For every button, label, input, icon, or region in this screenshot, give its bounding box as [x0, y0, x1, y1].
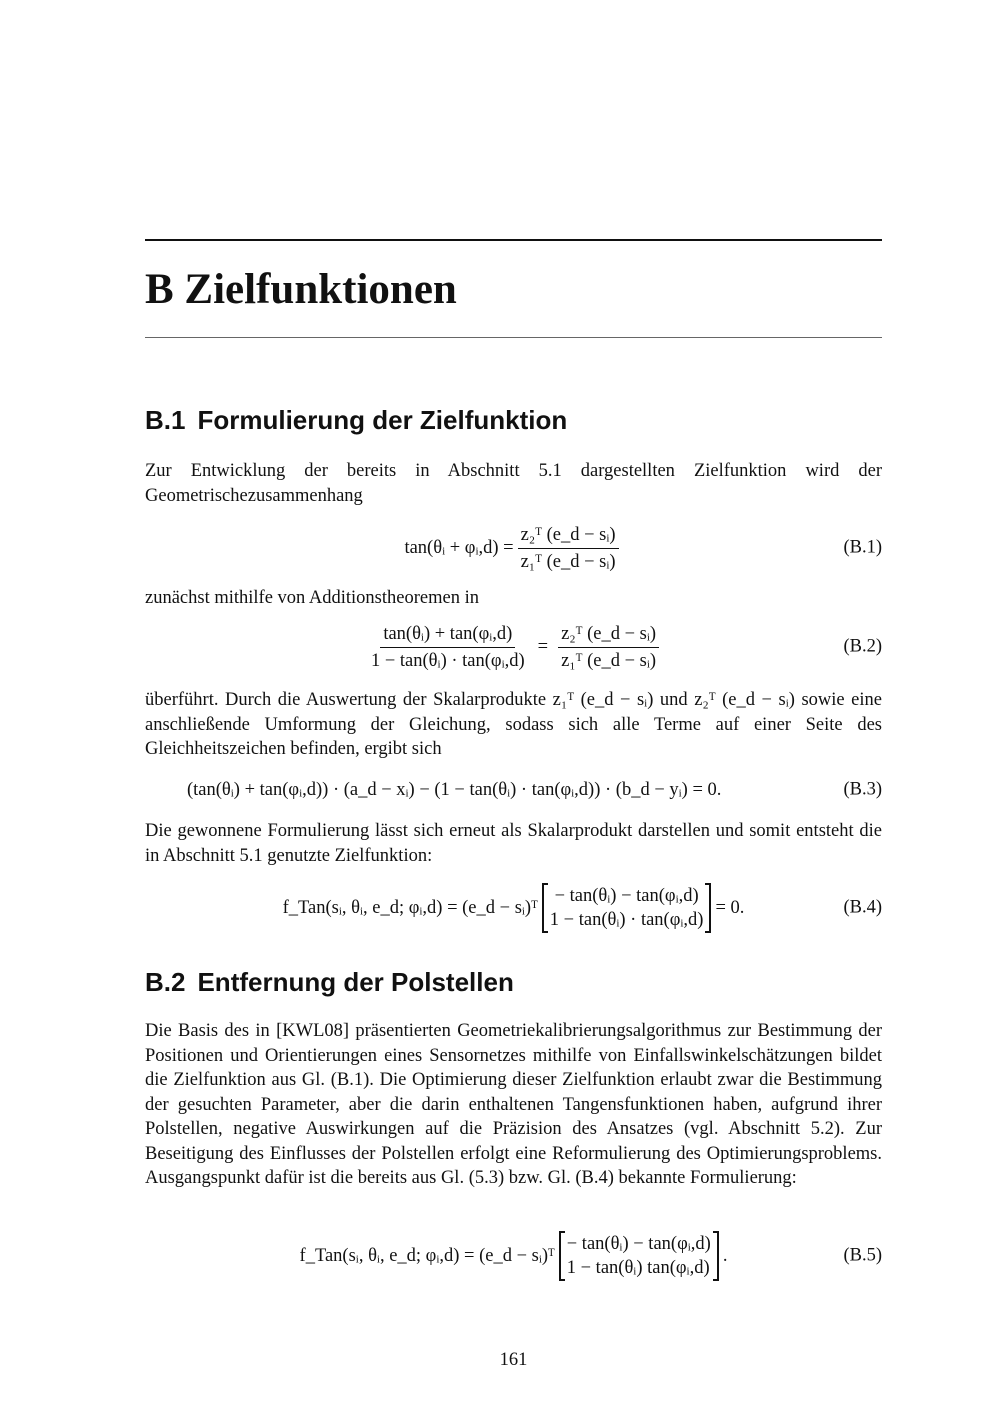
section-heading-b1	[145, 403, 567, 437]
equation-b3	[145, 760, 882, 820]
paragraph: überführt. Durch die Auswertung der Skalarprodukte z₁ᵀ (e_d − sᵢ) und z₂ᵀ (e_d − sᵢ) sowie eine anschließende Umformung der Gleichung, sodass sich alle Terme auf einer Seite des Gleichheitszeichen befinden, ergibt sich	[145, 690, 882, 759]
equation-lhs: tan(θᵢ + φᵢ,d) =	[404, 537, 514, 558]
section-title-text: Entfernung der Polstellen	[197, 967, 514, 997]
matrix-row: 1 − tan(θᵢ) tan(φᵢ,d)	[566, 1258, 710, 1278]
equation-number: (B.4)	[843, 897, 882, 918]
chapter-bottom-rule	[145, 337, 882, 338]
section-heading-b2	[145, 965, 514, 999]
denominator: 1 − tan(θᵢ) · tan(φᵢ,d)	[370, 650, 525, 671]
paragraph: Die Basis des in [KWL08] präsentierten Geometriekalibrierungsalgorithmus zur Bestimmung der Positionen und Orientierungen eines Sensornetzes mithilfe von Einfallswinkelschätzungen bildet die Zielfunktion aus Gl. (B.1). Die Optimierung dieser Zielfunktion erlaubt zwar die Bestimmung der gesuchten Parameter, aber die darin enthaltenen Tangensfunktionen haben, aufgrund ihrer Polstellen, negative Auswirkungen auf die Präzision des Ansatzes (vgl. Abschnitt 5.2). Zur Beseitigung des Einflusses der Polstellen erfolgt eine Reformulierung des Optimierungsproblems. Ausgangspunkt dafür ist die bereits aus Gl. (5.3) bzw. Gl. (B.4) bekannte Formulierung:	[145, 1021, 882, 1188]
matrix-row: − tan(θᵢ) − tan(φᵢ,d)	[566, 1234, 711, 1254]
equation-number: (B.1)	[843, 537, 882, 558]
paragraph: zunächst mithilfe von Additionstheoremen in	[145, 588, 479, 608]
equation-b5	[145, 1226, 882, 1286]
equation-number: (B.5)	[843, 1245, 882, 1266]
paragraph: Zur Entwicklung der bereits in Abschnitt 5.1 dargestellten Zielfunktion wird der Geometrischezusammenhang	[145, 461, 882, 506]
matrix-row: 1 − tan(θᵢ) · tan(φᵢ,d)	[549, 910, 704, 930]
equation-b1	[145, 518, 882, 578]
chapter-top-rule	[145, 239, 882, 241]
fraction-right	[558, 623, 659, 672]
equation-lhs: f_Tan(sᵢ, θᵢ, e_d; φᵢ,d) = (e_d − sᵢ)ᵀ	[282, 897, 538, 918]
equation-b2	[145, 617, 882, 677]
denominator: z₁ᵀ (e_d − sᵢ)	[520, 551, 616, 572]
numerator: z₂ᵀ (e_d − sᵢ)	[558, 623, 659, 648]
section-number: B.1	[145, 405, 186, 435]
equation-tail: .	[722, 1245, 728, 1266]
equation-number: (B.2)	[843, 636, 882, 657]
paragraph: Die gewonnene Formulierung lässt sich erneut als Skalarprodukt darstellen und somit entsteht die in Abschnitt 5.1 genutzte Zielfunktion:	[145, 821, 882, 866]
section-title-text: Formulierung der Zielfunktion	[197, 405, 568, 435]
matrix-row: − tan(θᵢ) − tan(φᵢ,d)	[554, 886, 699, 906]
matrix	[559, 1231, 719, 1281]
equals-sign: =	[537, 636, 549, 657]
fraction	[518, 524, 619, 573]
page-number: 161	[499, 1350, 528, 1370]
numerator: tan(θᵢ) + tan(φᵢ,d)	[380, 623, 515, 648]
chapter-title: B Zielfunktionen	[145, 266, 457, 313]
equation-tail: = 0.	[715, 897, 745, 918]
matrix	[542, 883, 712, 933]
equation-number: (B.3)	[843, 779, 882, 800]
fraction-left	[368, 623, 528, 672]
section-number: B.2	[145, 967, 186, 997]
page	[145, 0, 882, 1414]
denominator: z₁ᵀ (e_d − sᵢ)	[561, 650, 657, 671]
equation-b4	[145, 878, 882, 938]
numerator: z₂ᵀ (e_d − sᵢ)	[518, 524, 619, 549]
equation-lhs: f_Tan(sᵢ, θᵢ, e_d; φᵢ,d) = (e_d − sᵢ)ᵀ	[299, 1245, 555, 1266]
equation-body: (tan(θᵢ) + tan(φᵢ,d)) · (a_d − xᵢ) − (1 − tan(θᵢ) · tan(φᵢ,d)) · (b_d − yᵢ) = 0.	[187, 779, 722, 800]
